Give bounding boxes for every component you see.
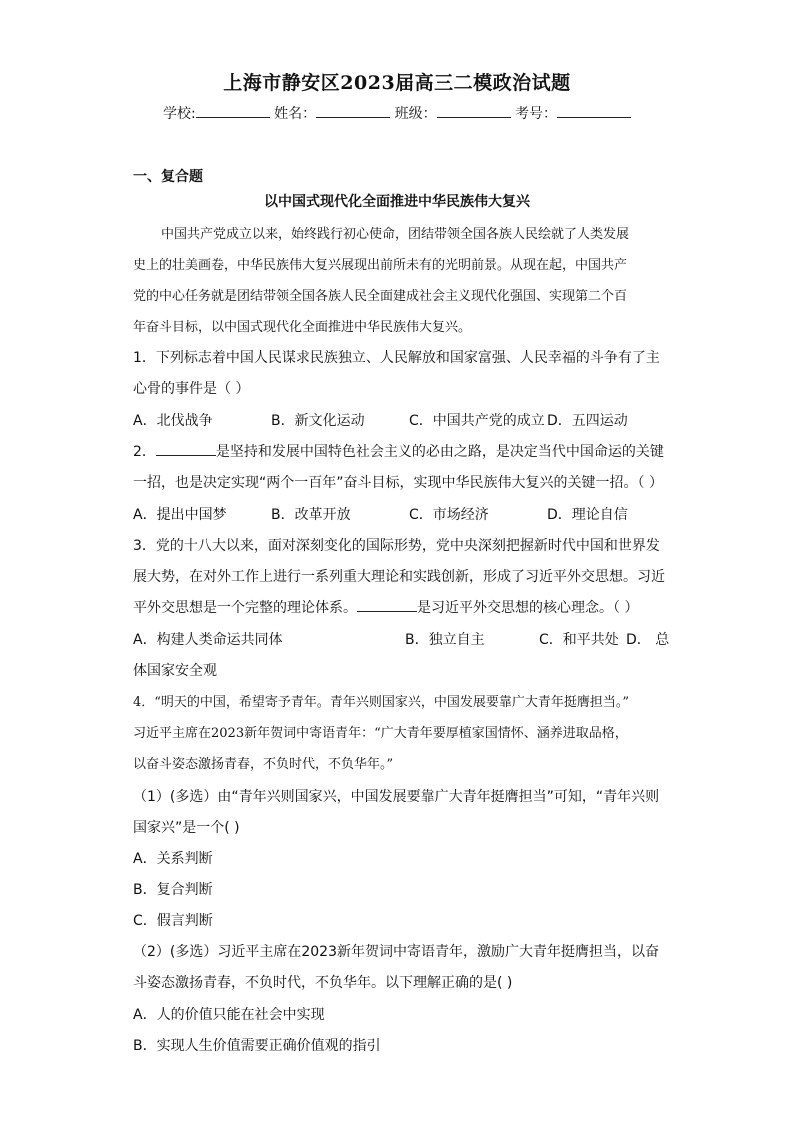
question-1-options	[133, 410, 673, 430]
option-d[interactable]: D． 总	[626, 632, 670, 648]
option-a[interactable]: A．北伐战争	[133, 413, 213, 429]
school-label: 学校:	[162, 106, 196, 122]
intro-line: 中国共产党成立以来，始终践行初心使命，团结带领全国各族人民绘就了人类发展	[161, 227, 630, 242]
intro-line: 年奋斗目标，以中国式现代化全面推进中华民族伟大复兴。	[133, 320, 472, 335]
sub-question-1-text: （1）(多选）由“青年兴则国家兴，中国发展要靠广大青年挺膺担当”可知，“青年兴则	[133, 789, 660, 805]
page-title: 上海市静安区2023届高三二模政治试题	[223, 72, 571, 94]
option-c[interactable]: C．和平共处	[539, 632, 619, 648]
option-d[interactable]: D．五四运动	[547, 413, 628, 429]
option-b[interactable]: B．独立自主	[405, 632, 485, 648]
answer-blank[interactable]	[357, 598, 417, 612]
sub-question-2-text: （2）(多选）习近平主席在2023新年贺词中寄语青年，激励广大青年挺膺担当，以奋	[133, 944, 659, 960]
option-b[interactable]: B．实现人生价值需要正确价值观的指引	[133, 1038, 381, 1054]
intro-line: 党的中心任务就是团结带领全国各族人民全面建成社会主义现代化强国、实现第二个百	[133, 289, 628, 304]
option-a[interactable]: A．人的价值只能在社会中实现	[133, 1007, 325, 1023]
option-c[interactable]: C．假言判断	[133, 913, 213, 929]
answer-blank[interactable]	[156, 442, 216, 456]
question-2-text: 一招，也是决定实现“两个一百年”奋斗目标，实现中华民族伟大复兴的关键一招。（ ）	[133, 475, 663, 491]
option-c[interactable]: C．中国共产党的成立	[409, 413, 545, 429]
option-a[interactable]: A．构建人类命运共同体	[133, 632, 283, 648]
question-2-text: 2． 是坚持和发展中国特色社会主义的必由之路，是决定当代中国命运的关键	[133, 444, 664, 460]
sub-question-1-text: 国家兴”是一个( )	[133, 820, 240, 836]
class-label: 班级：	[394, 106, 437, 122]
option-c[interactable]: C．市场经济	[409, 507, 489, 523]
question-3-text: 3．党的十八大以来，面对深刻变化的国际形势，党中央深刻把握新时代中国和世界发	[133, 538, 660, 554]
option-b[interactable]: B．新文化运动	[271, 413, 365, 429]
option-d[interactable]: D．理论自信	[547, 507, 628, 523]
exam-no-label: 考号：	[515, 106, 558, 122]
question-2-options	[133, 504, 673, 524]
question-4-quote: 习近平主席在2023新年贺词中寄语青年：“广大青年要厚植家国情怀、涵养进取品格，	[133, 726, 628, 741]
section-heading: 一、复合题	[133, 169, 203, 185]
intro-line: 史上的壮美画卷，中华民族伟大复兴展现出前所未有的光明前景。从现在起，中国共产	[133, 258, 628, 273]
student-info-row	[0, 103, 794, 123]
question-4-quote: 以奋斗姿态激扬青春，不负时代，不负华年。”	[133, 757, 394, 772]
question-1-text: 心骨的事件是（ ）	[133, 381, 250, 397]
sub-question-2-text: 斗姿态激扬青春，不负时代，不负华年。以下理解正确的是( )	[133, 975, 513, 991]
class-blank[interactable]	[437, 104, 511, 118]
question-4-quote: 4．“明天的中国，希望寄予青年。青年兴则国家兴，中国发展要靠广大青年挺膺担当。”	[133, 695, 630, 710]
name-blank[interactable]	[316, 104, 390, 118]
material-title: 以中国式现代化全面推进中华民族伟大复兴	[264, 194, 530, 210]
question-3-text: 平外交思想是一个完整的理论体系。 是习近平外交思想的核心理念。（ ）	[133, 600, 639, 616]
option-d-continued: 体国家安全观	[133, 663, 217, 679]
name-label: 姓名：	[274, 106, 317, 122]
question-1-text: 1．下列标志着中国人民谋求民族独立、人民解放和国家富强、人民幸福的斗争有了主	[133, 350, 660, 366]
option-b[interactable]: B．复合判断	[133, 882, 213, 898]
exam-no-blank[interactable]	[557, 104, 631, 118]
school-blank[interactable]	[196, 104, 270, 118]
option-a[interactable]: A．关系判断	[133, 851, 213, 867]
option-a[interactable]: A．提出中国梦	[133, 507, 227, 523]
question-3-text: 展大势，在对外工作上进行一系列重大理论和实践创新，形成了习近平外交思想。习近	[133, 569, 665, 585]
option-b[interactable]: B．改革开放	[271, 507, 351, 523]
question-3-options	[133, 629, 678, 649]
